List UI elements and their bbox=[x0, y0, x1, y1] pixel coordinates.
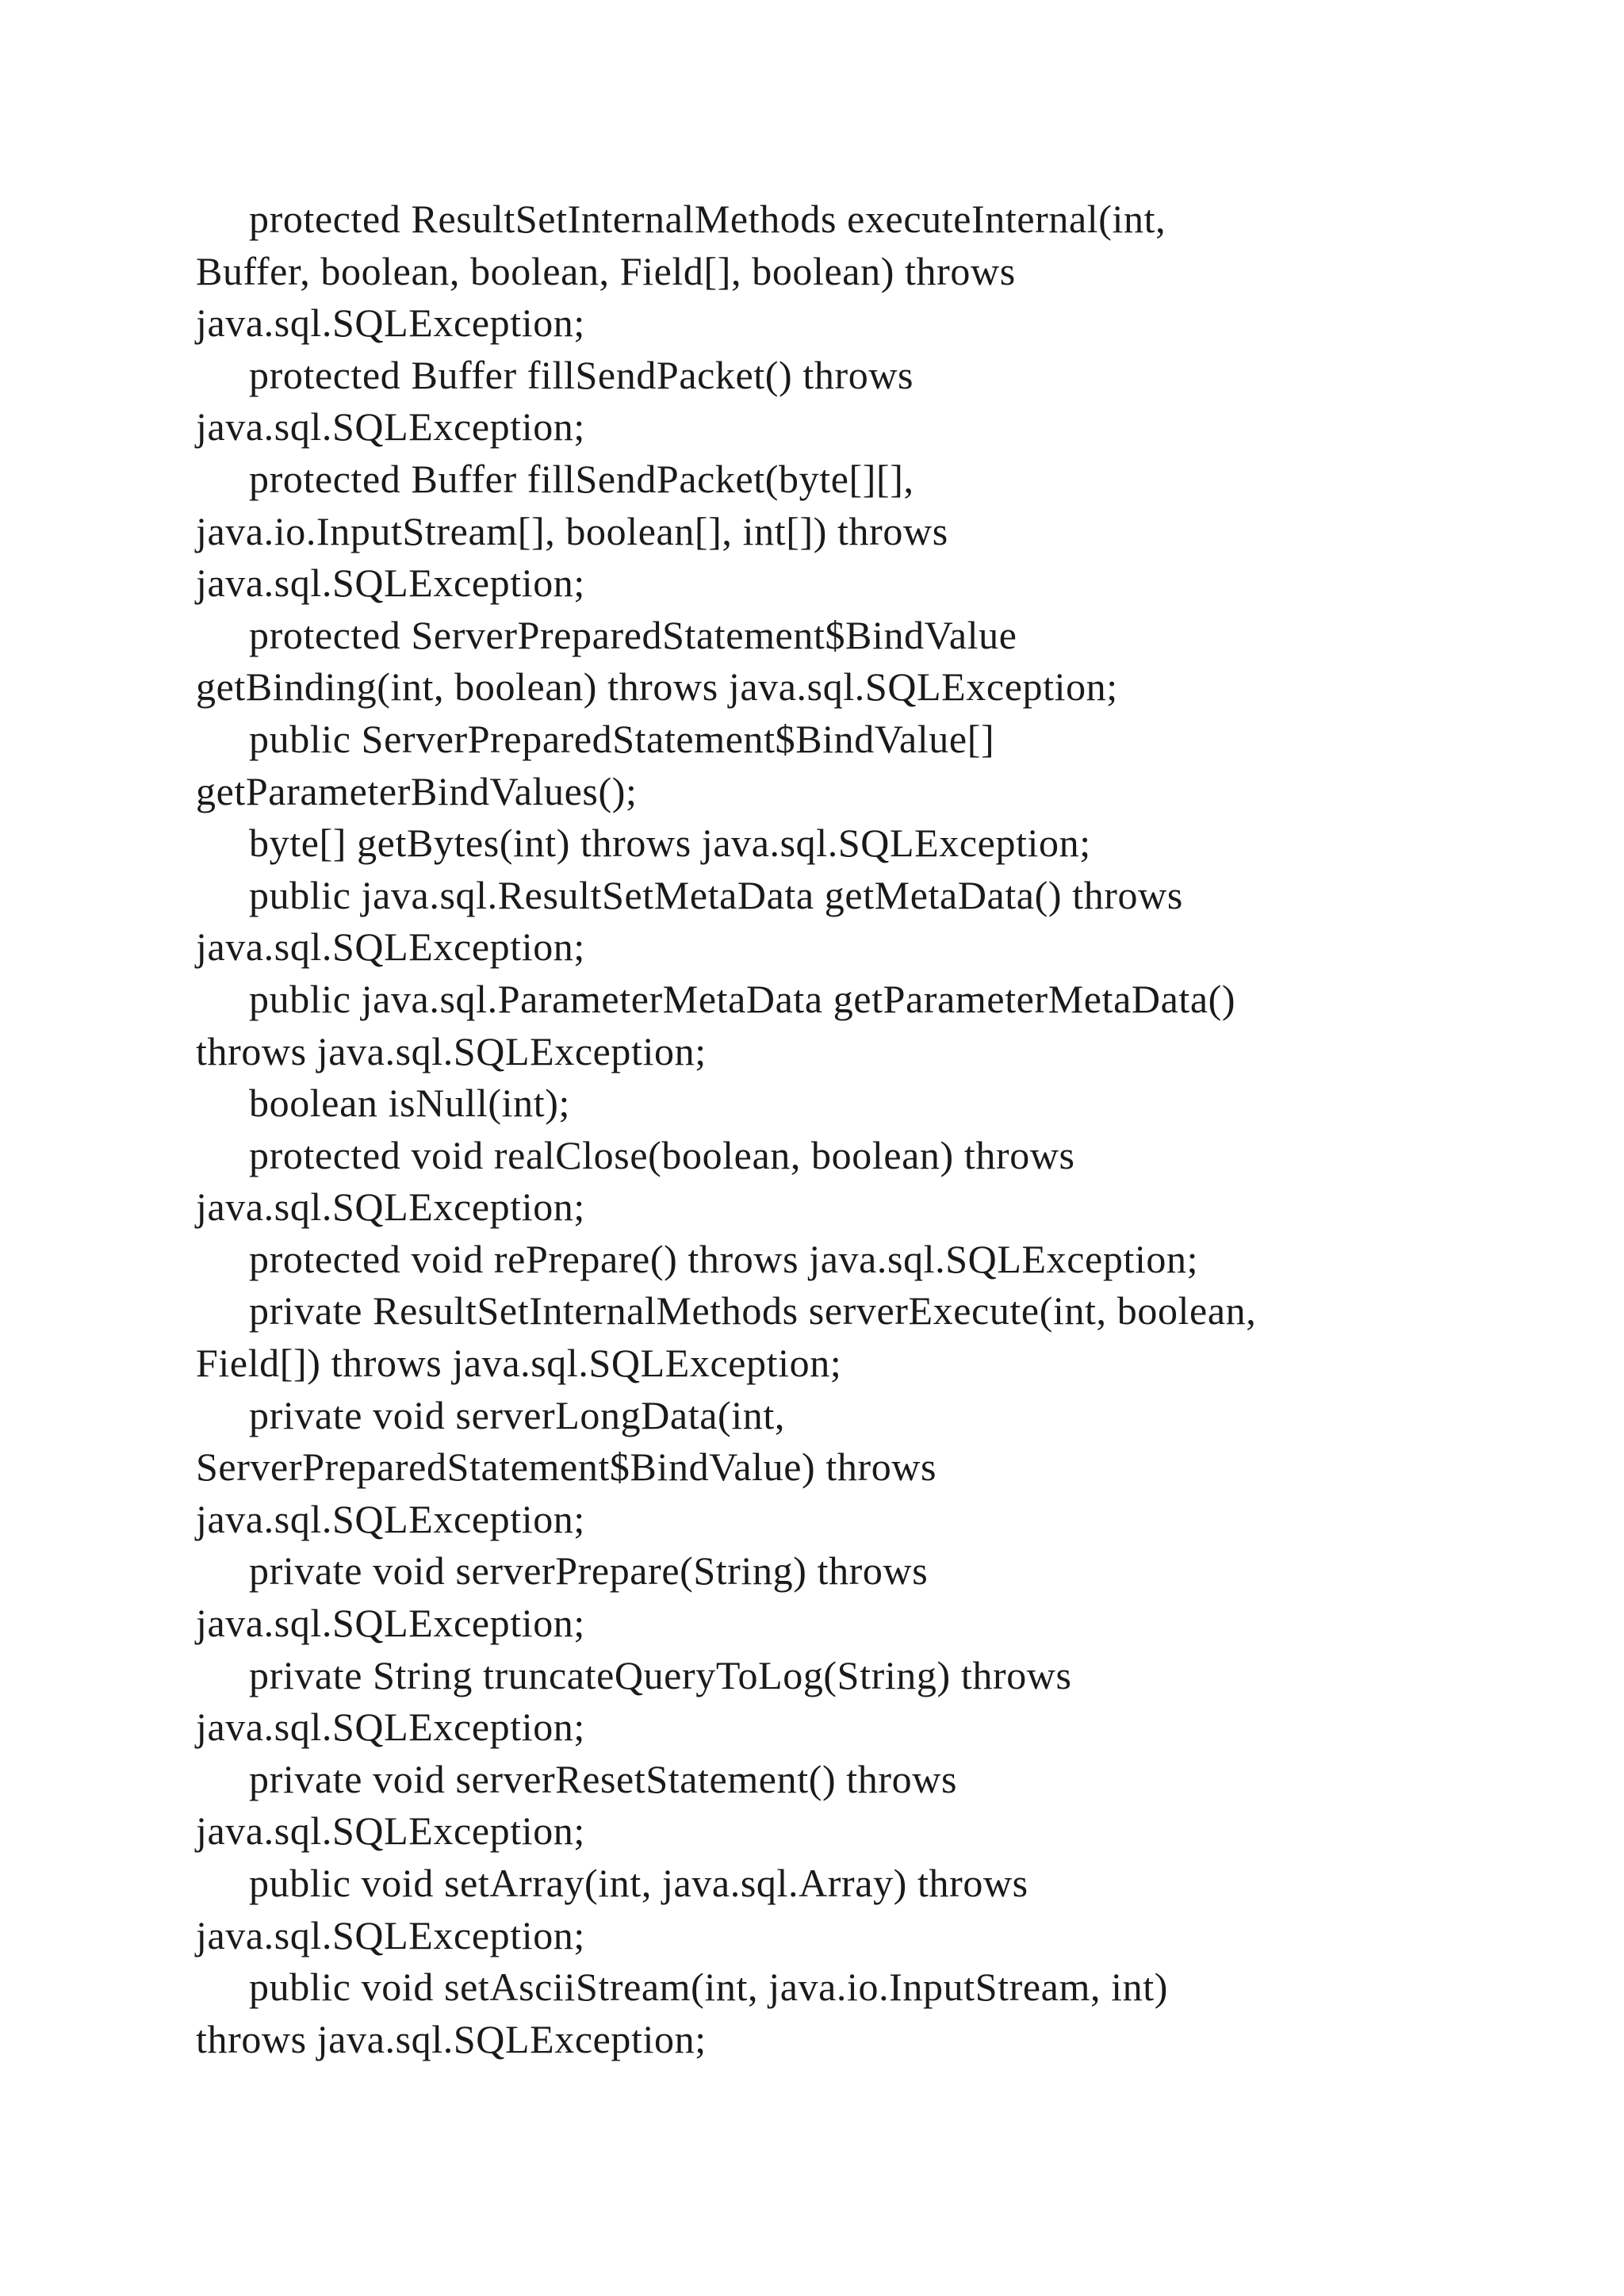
text-line: private void serverLongData(int, bbox=[249, 1392, 785, 1437]
text-line: public ServerPreparedStatement$BindValue[] bbox=[249, 716, 995, 761]
text-line: throws java.sql.SQLException; bbox=[196, 2016, 707, 2061]
text-line: protected ResultSetInternalMethods executeInternal(int, bbox=[249, 197, 1166, 241]
text-line: throws java.sql.SQLException; bbox=[196, 1028, 707, 1073]
text-line: java.sql.SQLException; bbox=[196, 561, 585, 606]
text-line: java.sql.SQLException; bbox=[196, 1184, 585, 1230]
code-listing bbox=[196, 193, 1504, 2065]
text-line: getBinding(int, boolean) throws java.sql.SQLException; bbox=[196, 664, 1118, 710]
text-line: getParameterBindValues(); bbox=[196, 768, 638, 813]
text-line: java.sql.SQLException; bbox=[196, 924, 585, 970]
text-line: java.sql.SQLException; bbox=[196, 404, 585, 450]
text-line: public void setArray(int, java.sql.Array) throws bbox=[249, 1861, 1028, 1905]
text-line: private ResultSetInternalMethods serverExecute(int, boolean, bbox=[249, 1288, 1257, 1334]
text-line: private void serverResetStatement() throws bbox=[249, 1756, 957, 1801]
text-line: java.sql.SQLException; bbox=[196, 1601, 585, 1646]
text-line: private String truncateQueryToLog(String) throws bbox=[249, 1652, 1072, 1697]
text-line: protected void rePrepare() throws java.sql.SQLException; bbox=[249, 1236, 1199, 1281]
text-line: public java.sql.ResultSetMetaData getMetaData() throws bbox=[249, 872, 1183, 917]
text-line: Field[]) throws java.sql.SQLException; bbox=[196, 1341, 842, 1386]
text-line: java.sql.SQLException; bbox=[196, 1496, 585, 1541]
text-line: private void serverPrepare(String) throws bbox=[249, 1548, 929, 1594]
text-line: public java.sql.ParameterMetaData getParameterMetaData() bbox=[249, 976, 1236, 1021]
text-line: java.sql.SQLException; bbox=[196, 1705, 585, 1750]
text-line: java.io.InputStream[], boolean[], int[]) throws bbox=[196, 508, 948, 553]
text-line: ServerPreparedStatement$BindValue) throws bbox=[196, 1445, 937, 1490]
text-line: java.sql.SQLException; bbox=[196, 1912, 585, 1957]
text-line: protected Buffer fillSendPacket(byte[][], bbox=[249, 456, 914, 501]
text-line: boolean isNull(int); bbox=[249, 1081, 570, 1126]
text-line: protected ServerPreparedStatement$BindValue bbox=[249, 612, 1017, 657]
text-line: public void setAsciiStream(int, java.io.InputStream, int) bbox=[249, 1965, 1168, 2010]
text-line: Buffer, boolean, boolean, Field[], boolean) throws bbox=[196, 248, 1016, 293]
text-line: protected Buffer fillSendPacket() throws bbox=[249, 352, 914, 397]
text-line: java.sql.SQLException; bbox=[196, 300, 585, 346]
text-line: byte[] getBytes(int) throws java.sql.SQLException; bbox=[249, 821, 1091, 866]
text-line: protected void realClose(boolean, boolean) throws bbox=[249, 1132, 1075, 1177]
text-line: java.sql.SQLException; bbox=[196, 1808, 585, 1854]
